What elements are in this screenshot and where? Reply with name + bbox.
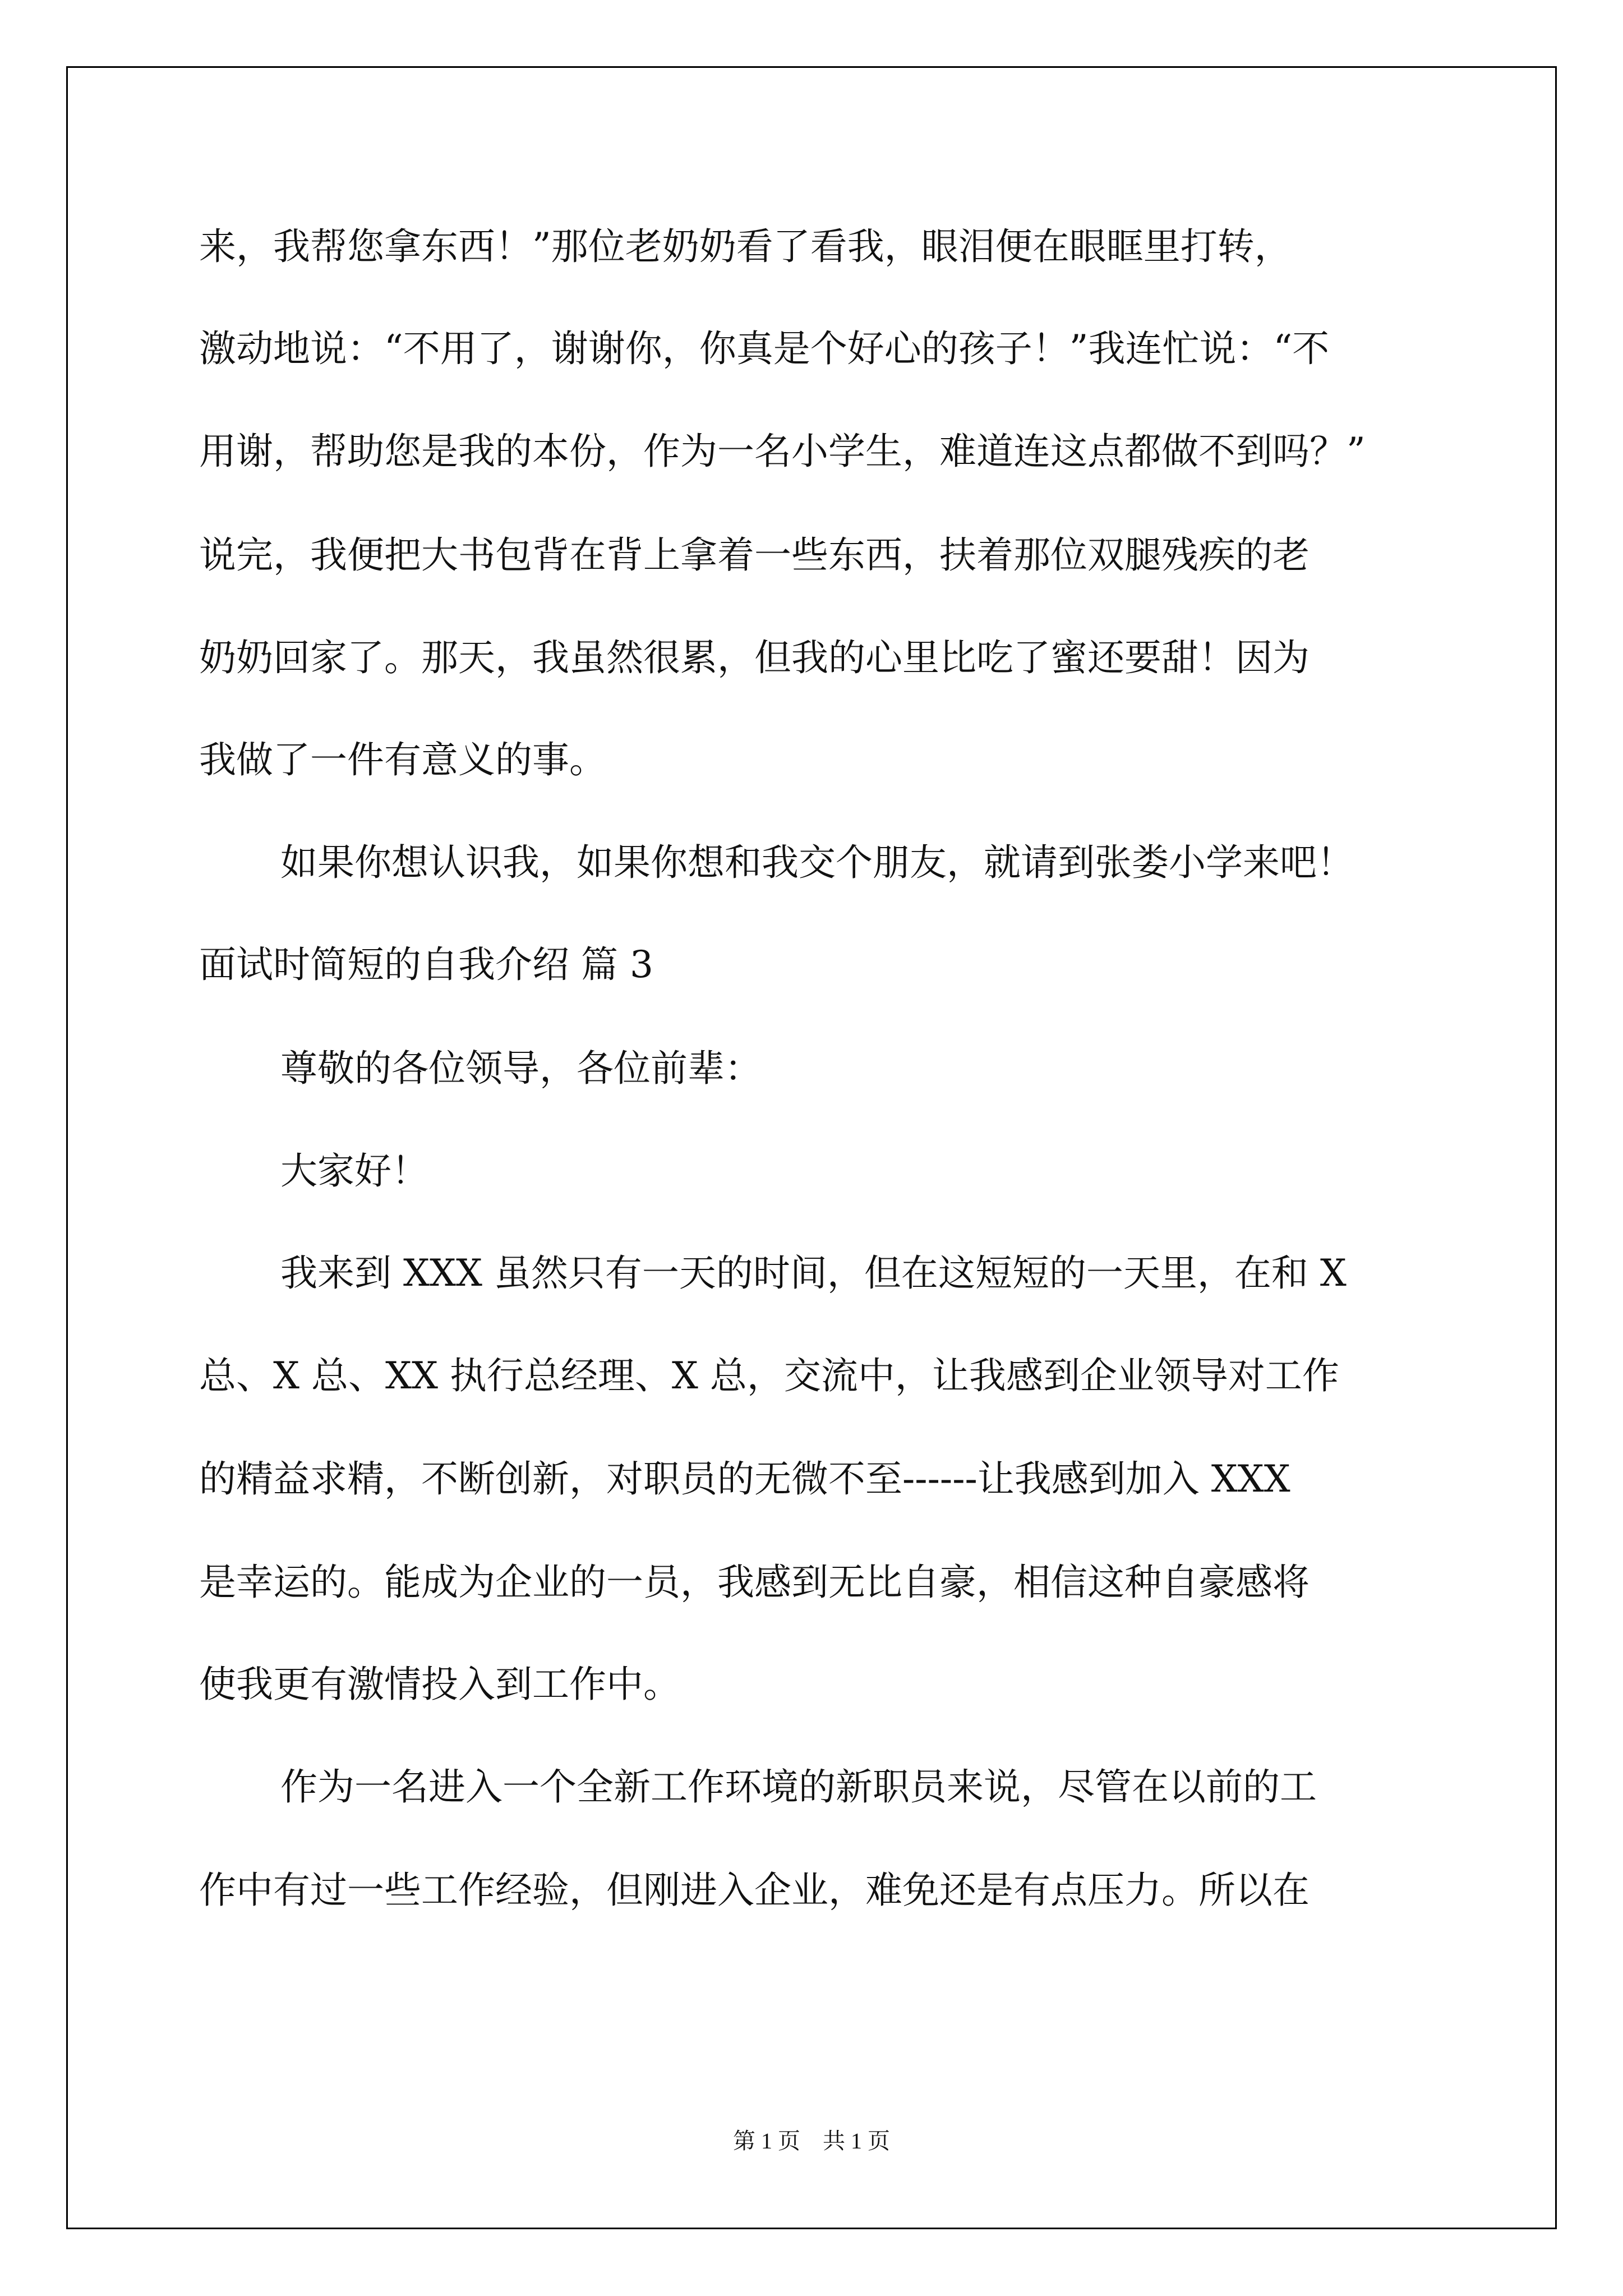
text-line: 来，我帮您拿东西！”那位老奶奶看了看我，眼泪便在眼眶里打转， [199,225,1292,268]
text-line: 我做了一件有意义的事。 [199,738,606,781]
text-line: 是幸运的。能成为企业的一员，我感到无比自豪，相信这种自豪感将 [199,1561,1310,1604]
text-line: 总、X 总、XX 执行总经理、X 总，交流中，让我感到企业领导对工作 [199,1354,1339,1397]
page-number-footer: 第 1 页 共 1 页 [733,2128,890,2154]
paragraph-line: 我来到 XXX 虽然只有一天的时间，但在这短短的一天里，在和 X [280,1251,1347,1295]
text-line: 激动地说：“不用了，谢谢你，你真是个好心的孩子！”我连忙说：“不 [199,327,1330,370]
paragraph-line: 如果你想认识我，如果你想和我交个朋友，就请到张娄小学来吧！ [280,841,1354,884]
paragraph-line: 作为一名进入一个全新工作环境的新职员来说，尽管在以前的工 [280,1765,1317,1809]
text-line: 用谢，帮助您是我的本份，作为一名小学生，难道连这点都做不到吗？” [199,430,1366,473]
greeting-line: 大家好！ [280,1149,428,1193]
text-line: 奶奶回家了。那天，我虽然很累，但我的心里比吃了蜜还要甜！因为 [199,636,1310,679]
text-line: 使我更有激情投入到工作中。 [199,1663,680,1706]
salutation-line: 尊敬的各位领导，各位前辈： [280,1047,762,1090]
text-line: 说完，我便把大书包背在背上拿着一些东西，扶着那位双腿残疾的老 [199,533,1310,577]
text-line: 作中有过一些工作经验，但刚进入企业，难免还是有点压力。所以在 [199,1869,1310,1912]
text-line: 的精益求精，不断创新，对职员的无微不至------让我感到加入 XXX [199,1457,1290,1501]
section-heading: 面试时简短的自我介绍 篇 3 [199,943,653,986]
